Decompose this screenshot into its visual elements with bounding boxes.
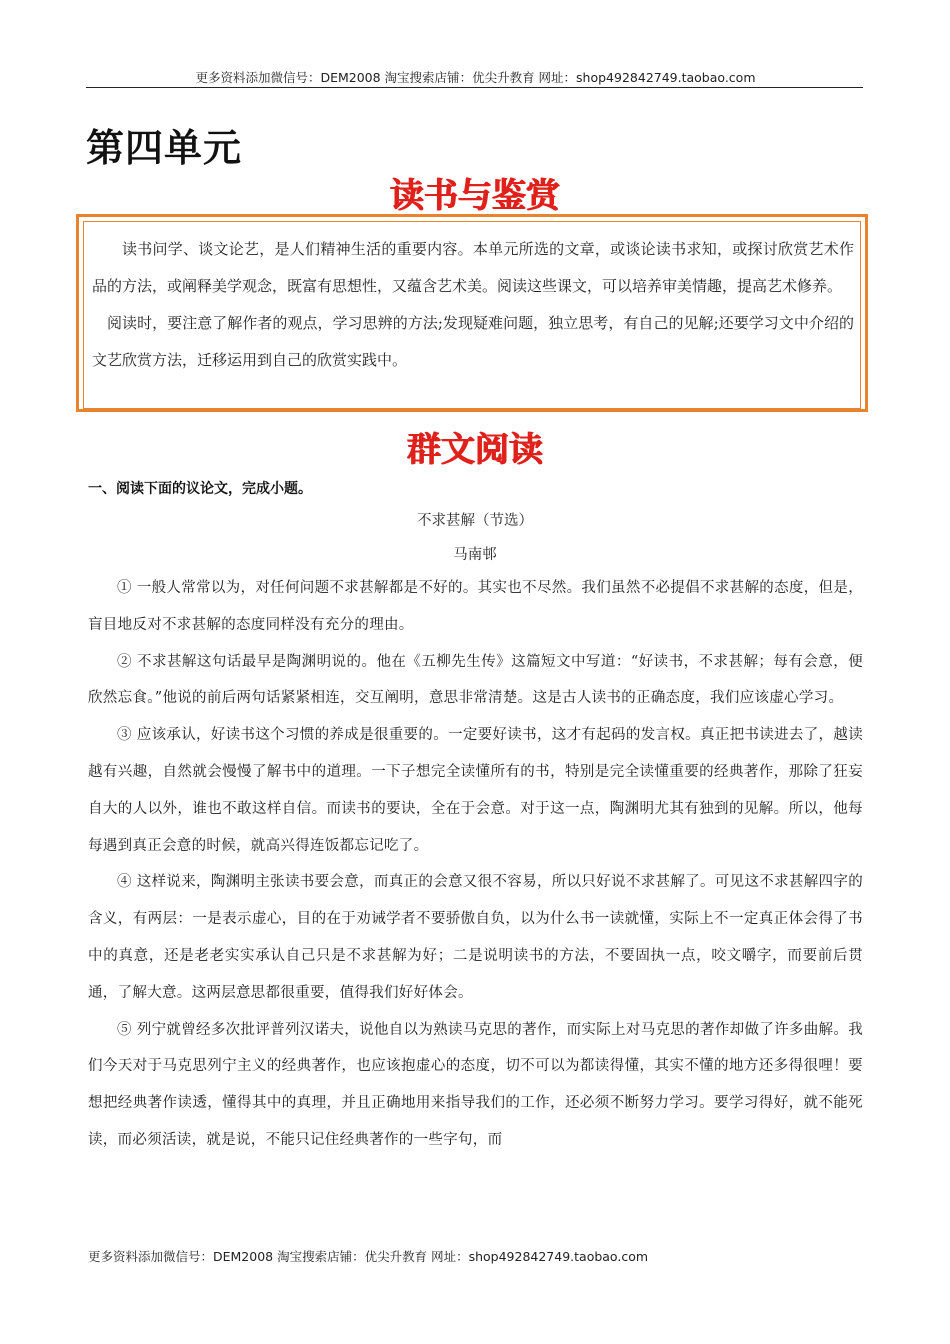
unit-title: 第四单元 [86,125,243,170]
page-header: 更多资料添加微信号：DEM2008 淘宝搜索店铺：优尖升教育 网址：shop492842749.taobao.com [195,70,756,85]
essay-paragraph: ② 不求甚解这句话最早是陶渊明说的。他在《五柳先生传》这篇短文中写道：“好读书，不求甚解；每有会意，便欣然忘食。”他说的前后两句话紧紧相连，交互阐明，意思非常清楚。这是古人读书的正确态度，我们应该虚心学习。 [88,653,863,707]
essay-author: 马南邨 [453,547,497,563]
question-heading: 一、阅读下面的议论文，完成小题。 [88,481,312,497]
page-footer: 更多资料添加微信号：DEM2008 淘宝搜索店铺：优尖升教育 网址：shop492842749.taobao.com [88,1249,649,1264]
intro-paragraph: 阅读时，要注意了解作者的观点，学习思辨的方法;发现疑难问题，独立思考，有自己的见解;还要学习文中介绍的文艺欣赏方法，迁移运用到自己的欣赏实践中。 [92,314,854,369]
section-title-reading: 读书与鉴赏 [390,176,560,216]
unit-intro-inner [83,221,861,409]
essay-paragraph: ① 一般人常常以为，对任何问题不求甚解都是不好的。其实也不尽然。我们虽然不必提倡不求甚解的态度，但是，盲目地反对不求甚解的态度同样没有充分的理由。 [88,580,863,633]
essay-body [88,570,863,1159]
header-divider [86,87,863,88]
essay-paragraph: ③ 应该承认，好读书这个习惯的养成是很重要的。一定要好读书，这才有起码的发言权。真正把书读进去了，越读越有兴趣，自然就会慢慢了解书中的道理。一下子想完全读懂所有的书，特别是完全读懂重要的经典著作，那除了狂妄自大的人以外，谁也不敢这样自信。而读书的要诀，全在于会意。对于这一点，陶渊明尤其有独到的见解。所以，他每每遇到真正会意的时候，就高兴得连饭都忘记吃了。 [88,727,863,854]
intro-paragraph: 读书问学、谈文论艺，是人们精神生活的重要内容。本单元所选的文章，或谈论读书求知，或探讨欣赏艺术作品的方法，或阐释美学观念，既富有思想性，又蕴含艺术美。阅读这些课文，可以培养审美情趣，提高艺术修养。 [92,240,854,295]
essay-title: 不求甚解（节选） [417,513,533,529]
unit-intro-box [76,214,868,412]
essay-paragraph: ⑤ 列宁就曾经多次批评普列汉诺夫，说他自以为熟读马克思的著作，而实际上对马克思的著作却做了许多曲解。我们今天对于马克思列宁主义的经典著作，也应该抱虚心的态度，切不可以为都读得懂，其实不懂的地方还多得很哩！要想把经典著作读透，懂得其中的真理，并且正确地用来指导我们的工作，还必须不断努力学习。要学习得好，就不能死读，而必须活读，就是说，不能只记住经典著作的一些字句，而 [88,1021,863,1148]
section-title-group-reading: 群文阅读 [407,430,543,470]
essay-paragraph: ④ 这样说来，陶渊明主张读书要会意，而真正的会意又很不容易，所以只好说不求甚解了。可见这不求甚解四字的含义，有两层：一是表示虚心，目的在于劝诫学者不要骄傲自负，以为什么书一读就懂，实际上不一定真正体会得了书中的真意，还是老老实实承认自己只是不求甚解为好；二是说明读书的方法，不要固执一点，咬文嚼字，而要前后贯通，了解大意。这两层意思都很重要，值得我们好好体会。 [88,874,863,1001]
